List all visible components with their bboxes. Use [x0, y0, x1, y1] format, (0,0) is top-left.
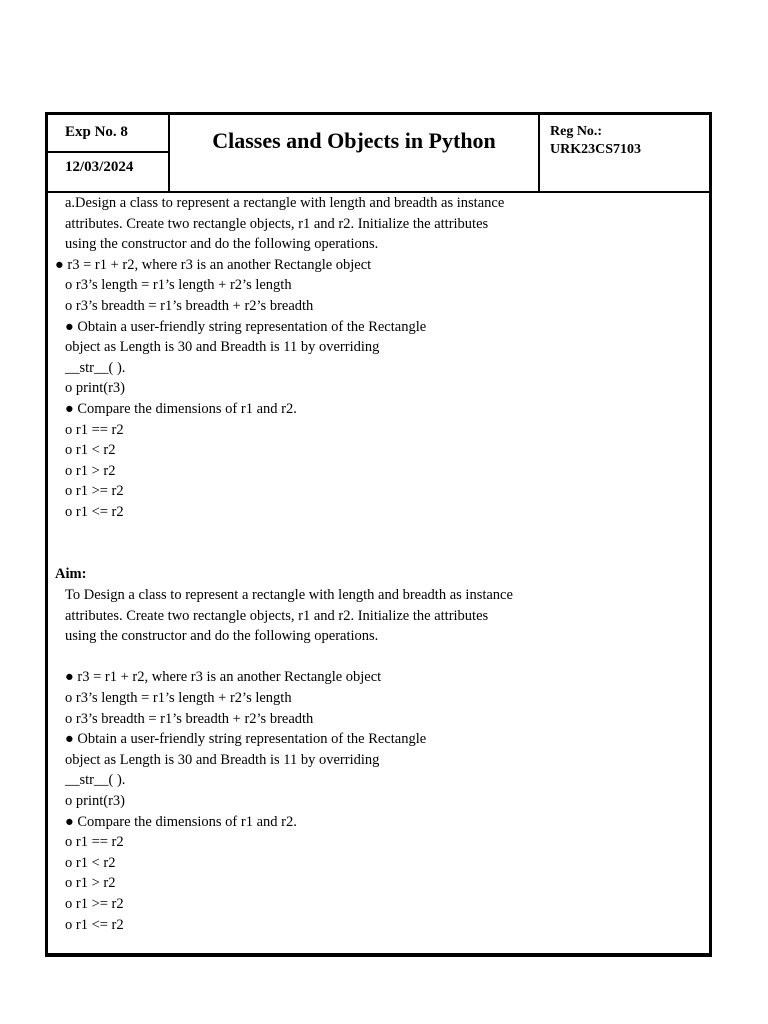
record-body	[48, 191, 709, 953]
aim-line: o r3’s length = r1’s length + r2’s length	[65, 689, 292, 706]
exp-no-cell	[48, 115, 168, 153]
question-line: o r1 <= r2	[65, 503, 124, 520]
question-line: o r1 == r2	[65, 421, 124, 438]
exp-date: 12/03/2024	[65, 159, 134, 175]
reg-cell	[538, 115, 714, 191]
question-line: o r1 > r2	[65, 462, 116, 479]
aim-line: o r1 < r2	[65, 854, 116, 871]
aim-line: o r1 == r2	[65, 834, 124, 851]
page-title: Classes and Objects in Python	[212, 128, 496, 153]
exp-cell	[48, 115, 170, 191]
aim-line: object as Length is 30 and Breadth is 11 by overriding	[65, 751, 380, 768]
aim-line: __str__( ).	[65, 772, 126, 789]
record-header	[48, 115, 709, 193]
aim-line: o r1 >= r2	[65, 895, 124, 912]
question-line: o r1 >= r2	[65, 483, 124, 500]
question-line: o r1 < r2	[65, 442, 116, 459]
question-line: __str__( ).	[65, 359, 126, 376]
record-frame	[45, 112, 712, 957]
question-line: o r3’s length = r1’s length + r2’s length	[65, 277, 292, 294]
question-line: attributes. Create two rectangle objects, r1 and r2. Initialize the attributes	[65, 215, 489, 232]
aim-line: using the constructor and do the following operations.	[65, 628, 379, 645]
aim-line: ● Obtain a user-friendly string representation of the Rectangle	[65, 731, 427, 748]
question-line: ● Compare the dimensions of r1 and r2.	[65, 400, 297, 417]
aim-line: o r1 > r2	[65, 875, 116, 892]
reg-number: URK23CS7103	[550, 142, 642, 157]
aim-line: ● r3 = r1 + r2, where r3 is an another Rectangle object	[65, 669, 382, 686]
aim-heading: Aim:	[55, 566, 87, 582]
question-line: using the constructor and do the following operations.	[65, 236, 379, 253]
aim-line: ● Compare the dimensions of r1 and r2.	[65, 813, 297, 830]
aim-line: o print(r3)	[65, 792, 125, 809]
reg-label: Reg No.:	[550, 124, 603, 139]
question-line: a.Design a class to represent a rectangle with length and breadth as instance	[65, 195, 505, 211]
question-line: ● Obtain a user-friendly string representation of the Rectangle	[65, 318, 427, 335]
aim-line: o r1 <= r2	[65, 916, 124, 933]
aim-line: o r3’s breadth = r1’s breadth + r2’s breadth	[65, 710, 314, 727]
question-line: o r3’s breadth = r1’s breadth + r2’s breadth	[65, 297, 314, 314]
exp-no: Exp No. 8	[65, 124, 128, 140]
aim-line: To Design a class to represent a rectangle with length and breadth as instance	[65, 587, 513, 603]
question-line: ● r3 = r1 + r2, where r3 is an another Rectangle object	[55, 256, 372, 273]
aim-line: attributes. Create two rectangle objects, r1 and r2. Initialize the attributes	[65, 607, 489, 624]
question-text	[55, 193, 504, 523]
question-line: o print(r3)	[65, 380, 125, 397]
aim-text	[55, 585, 513, 935]
question-line: object as Length is 30 and Breadth is 11 by overriding	[65, 339, 380, 356]
aim-line	[55, 647, 513, 668]
